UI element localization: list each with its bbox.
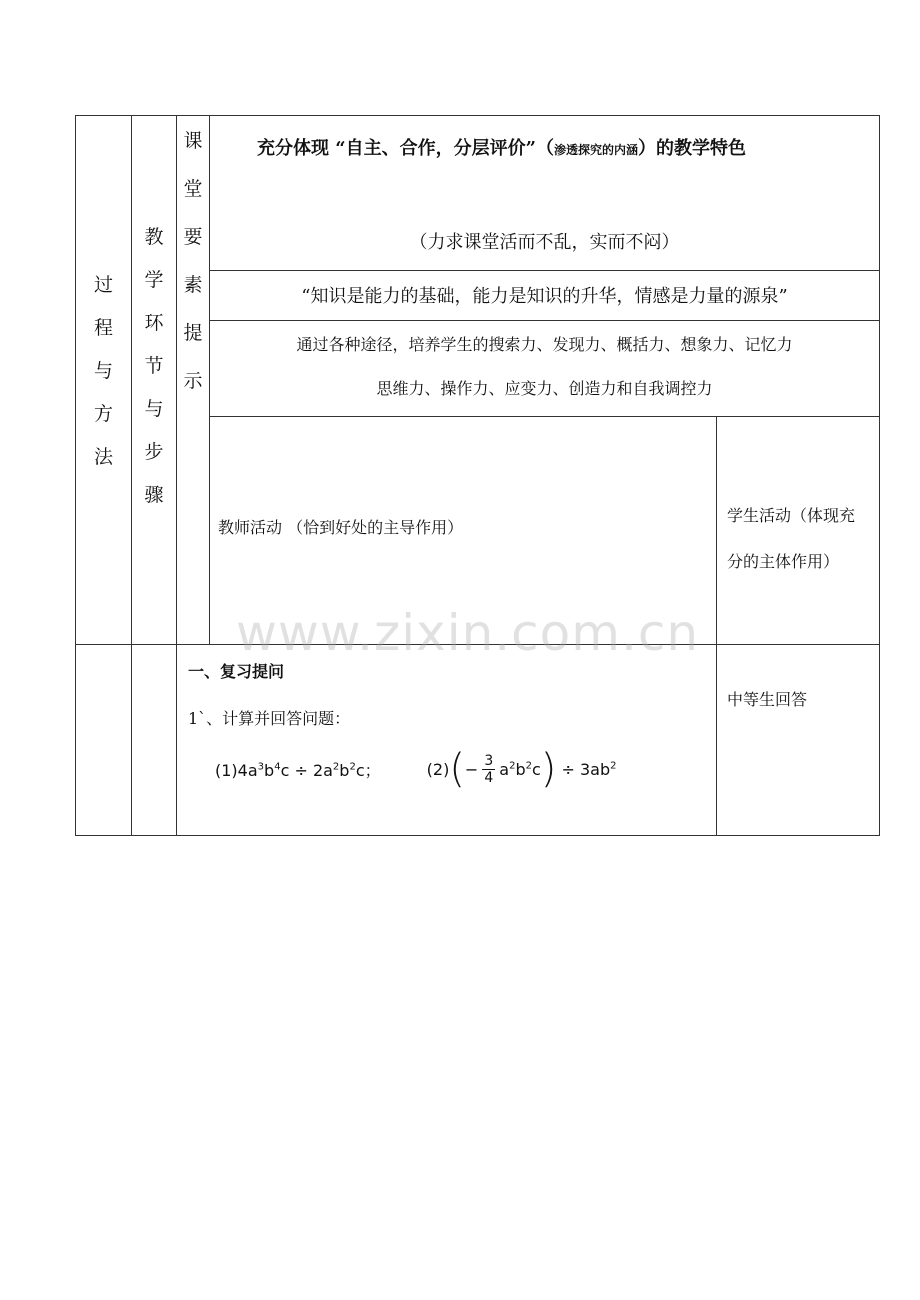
question-1: 1`、计算并回答问题： (188, 709, 351, 728)
classroom-elements-label: 课 堂 要 素 提 示 (183, 130, 203, 392)
feature-subheading: （力求课堂活而不乱，实而不闷） (409, 232, 680, 253)
student-activity-label: 学生活动（体现充 分的主体作用） (727, 506, 856, 571)
student-activity-cell (717, 417, 880, 645)
empty-cell-1 (76, 645, 132, 836)
review-section-title: 一、复习提问 (188, 662, 285, 681)
process-method-cell (76, 116, 132, 645)
student-answer: 中等生回答 (727, 690, 808, 709)
teaching-steps-cell (132, 116, 177, 645)
classroom-elements-cell (177, 116, 210, 645)
lesson-plan-table (75, 115, 880, 836)
teacher-activity-label: 教师活动 （恰到好处的主导作用） (218, 518, 464, 537)
student-answer-cell (717, 645, 880, 836)
abilities-cell (210, 321, 880, 417)
formula-line (177, 729, 716, 792)
teaching-steps-label: 教 学 环 节 与 步 骤 (144, 226, 164, 506)
formula-1: $(1)4a^3b^4c \div 2a^2b^2c$； (215, 760, 381, 780)
quote-cell (210, 271, 880, 321)
empty-cell-2 (132, 645, 177, 836)
quote-text: “知识是能力的基础，能力是知识的升华，情感是力量的源泉” (301, 286, 788, 307)
formula-2: (2) ( − $\frac{3}{4}$ $a^2b^2c$ ) ÷ $3ab^2$ (426, 746, 617, 792)
abilities-line-2: 思维力、操作力、应变力、创造力和自我调控力 (376, 379, 713, 398)
teacher-activity-cell (210, 417, 717, 645)
feature-header-cell (210, 116, 880, 271)
watermark: www.zixin.com.cn (236, 604, 700, 662)
abilities-line-1: 通过各种途径，培养学生的搜索力、发现力、概括力、想象力、记忆力 (296, 335, 793, 354)
process-method-label: 过 程 与 方 法 (93, 274, 113, 468)
review-section-cell (177, 645, 717, 836)
feature-heading: 充分体现 “自主、合作，分层评价”（渗透探究的内涵）的教学特色 (257, 138, 746, 159)
